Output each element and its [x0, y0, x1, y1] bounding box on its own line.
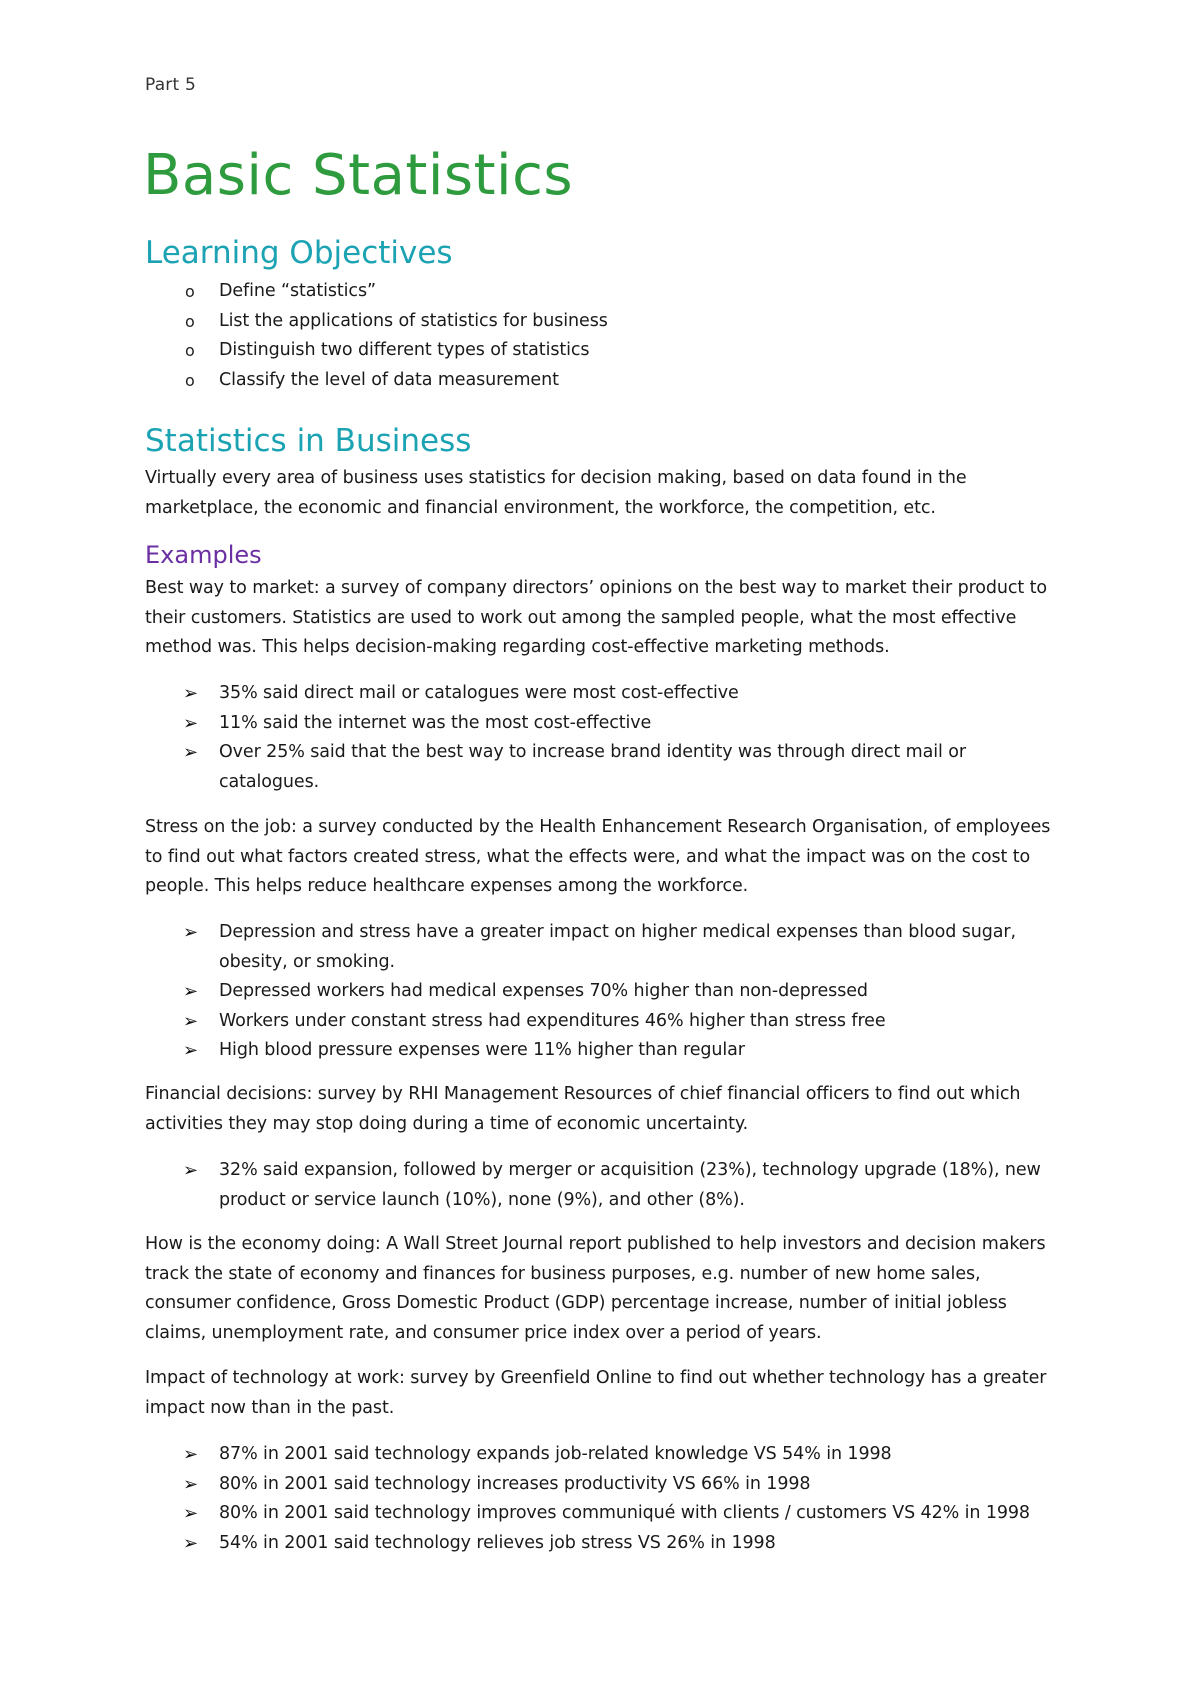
market-bullets	[145, 679, 1065, 797]
list-item: ➢ Over 25% said that the best way to increase brand identity was through direct mail or catalogues.	[145, 738, 1065, 797]
economy-paragraph: How is the economy doing: A Wall Street Journal report published to help investors and decision makers track the state of economy and finances for business purposes, e.g. number of new home sales, consumer confidence, Gross Domestic Product (GDP) percentage increase, number of initial jobless claims, unemployment rate, and consumer price index over a period of years.	[145, 1234, 1046, 1343]
list-item: o Distinguish two different types of statistics	[145, 336, 1065, 366]
page-title: Basic Statistics	[143, 143, 574, 208]
arrow-bullet-icon: ➢	[183, 1160, 198, 1181]
statistics-in-business-intro: Virtually every area of business uses statistics for decision making, based on data found in the marketplace, the economic and financial environment, the workforce, the competition, etc.	[145, 468, 967, 518]
list-item: o Classify the level of data measurement	[145, 366, 1065, 396]
list-item: ➢ 54% in 2001 said technology relieves job stress VS 26% in 1998	[145, 1529, 1065, 1559]
arrow-bullet-icon: ➢	[183, 922, 198, 943]
arrow-bullet-icon: ➢	[183, 1473, 198, 1495]
arrow-bullet-icon: ➢	[183, 1532, 198, 1554]
financial-paragraph: Financial decisions: survey by RHI Management Resources of chief financial officers to find out which activities they may stop doing during a time of economic uncertainty.	[145, 1084, 1021, 1134]
list-item: ➢ 11% said the internet was the most cost-effective	[145, 709, 1065, 739]
arrow-bullet-icon: ➢	[183, 712, 198, 734]
statistics-in-business-heading: Statistics in Business	[145, 423, 472, 459]
list-item: ➢ Depression and stress have a greater impact on higher medical expenses than blood sugar, obesity, or smoking.	[145, 918, 1065, 977]
learning-objectives-heading: Learning Objectives	[145, 235, 453, 271]
list-item: ➢ 80% in 2001 said technology improves communiqué with clients / customers VS 42% in 1998	[145, 1499, 1065, 1529]
market-paragraph: Best way to market: a survey of company directors’ opinions on the best way to market their product to their customers. Statistics are used to work out among the sampled people, what the most effective method was. This helps decision-making regarding cost-effective marketing methods.	[145, 578, 1048, 657]
page-header: Part 5	[145, 75, 196, 95]
list-item: ➢ 80% in 2001 said technology increases productivity VS 66% in 1998	[145, 1470, 1065, 1500]
arrow-bullet-icon: ➢	[183, 1503, 198, 1524]
list-item: o List the applications of statistics for business	[145, 307, 1065, 337]
circle-bullet-icon: o	[185, 282, 195, 301]
technology-bullets	[145, 1440, 1065, 1558]
arrow-bullet-icon: ➢	[183, 981, 198, 1002]
arrow-bullet-icon: ➢	[183, 1010, 198, 1032]
list-item: ➢ 32% said expansion, followed by merger or acquisition (23%), technology upgrade (18%), new product or service launch (10%), none (9%), and other (8%).	[145, 1156, 1065, 1215]
list-item: o Define “statistics”	[145, 277, 1065, 307]
stress-paragraph: Stress on the job: a survey conducted by the Health Enhancement Research Organisation, of employees to find out what factors created stress, what the effects were, and what the impact was on the cost to people. This helps reduce healthcare expenses among the workforce.	[145, 817, 1051, 896]
stress-bullets	[145, 918, 1065, 1066]
list-item: ➢ Depressed workers had medical expenses 70% higher than non-depressed	[145, 977, 1065, 1007]
examples-heading: Examples	[145, 541, 262, 569]
arrow-bullet-icon: ➢	[183, 683, 198, 704]
financial-bullets	[145, 1156, 1065, 1215]
circle-bullet-icon: o	[185, 341, 195, 360]
list-item: ➢ 35% said direct mail or catalogues were most cost-effective	[145, 679, 1065, 709]
circle-bullet-icon: o	[185, 370, 195, 390]
list-item: ➢ 87% in 2001 said technology expands job-related knowledge VS 54% in 1998	[145, 1440, 1065, 1470]
list-item: ➢ High blood pressure expenses were 11% higher than regular	[145, 1036, 1065, 1066]
arrow-bullet-icon: ➢	[183, 1040, 198, 1061]
arrow-bullet-icon: ➢	[183, 1444, 198, 1465]
circle-bullet-icon: o	[185, 311, 195, 331]
technology-paragraph: Impact of technology at work: survey by Greenfield Online to find out whether technology has a greater impact now than in the past.	[145, 1368, 1047, 1418]
list-item: ➢ Workers under constant stress had expenditures 46% higher than stress free	[145, 1007, 1065, 1037]
arrow-bullet-icon: ➢	[183, 742, 198, 763]
learning-objectives-list	[145, 277, 1065, 395]
